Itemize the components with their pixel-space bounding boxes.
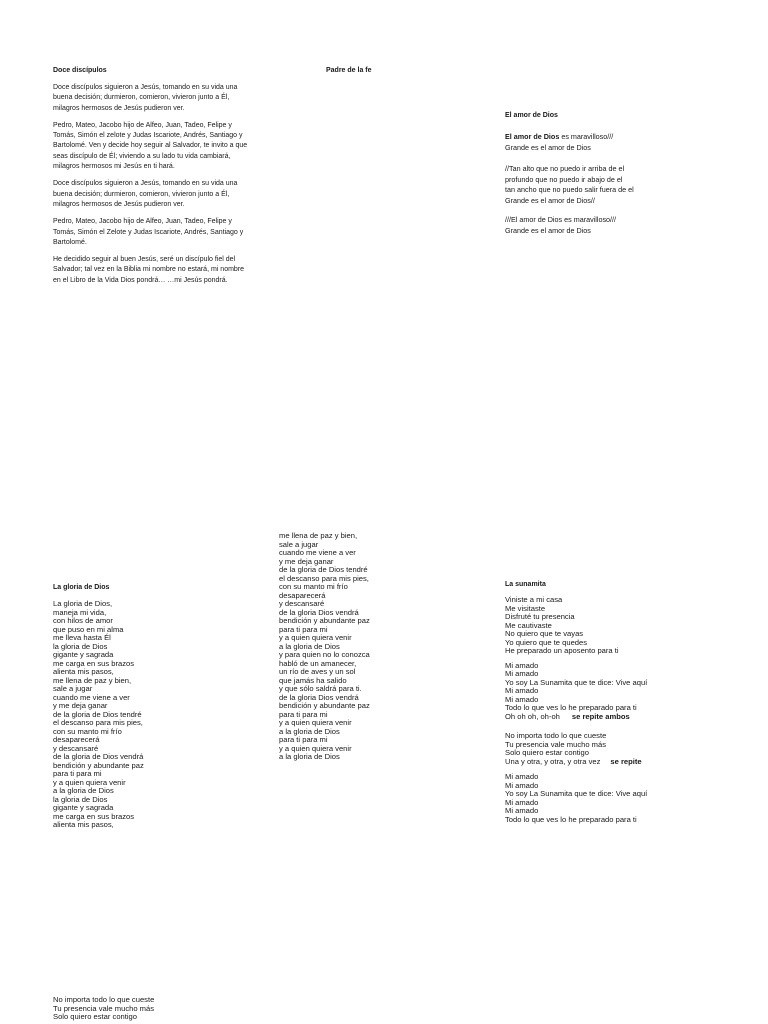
repeat-note: se repite ambos	[571, 711, 630, 721]
repeat-note: se repite	[610, 756, 642, 766]
song-paragraph: Pedro, Mateo, Jacobo hijo de Alfeo, Juan, Tadeo, Felipe y Tomás, Simón el Zelote y Judas Iscariote, Andrés, Santiago y Bartolomé.	[53, 218, 244, 246]
song-title: La sunamita	[505, 581, 546, 588]
song-title: El amor de Dios	[505, 112, 558, 119]
song-stanza	[505, 713, 705, 722]
song-stanza: Mi amado Mi amado Yo soy La Sunamita que te dice: Vive aquí Mi amado Mi amado Todo lo que ves lo he preparado para ti	[505, 772, 648, 824]
song-stanza: Viniste a mi casa Me visitaste Disfruté tu presencia Me cautivaste No quiero que te vayas Yo quiero que te quedes He preparado un aposento para ti	[505, 595, 619, 655]
song-padre-de-la-fe	[326, 66, 476, 75]
song-title: Doce discípulos	[53, 67, 107, 74]
song-el-amor-de-dios	[505, 111, 675, 236]
song-paragraph: Pedro, Mateo, Jacobo hijo de Alfeo, Juan, Tadeo, Felipe y Tomás, Simón el zelote y Judas Iscariote, Andrés, Santiago y Bartolomé. Ven y decide hoy seguir al Salvador, te invito a que seas discípulo de Él; viviendo a su lado tu vida cambiará, milagros hermosos mi Jesús en ti hará.	[53, 121, 248, 171]
song-stanza: ///El amor de Dios es maravilloso/// Grande es el amor de Dios	[505, 215, 617, 235]
song-stanza: //Tan alto que no puedo ir arriba de el profundo que no puedo ir abajo de el tan ancho que no puedo salir fuera de el Grande es el amor de Dios//	[505, 164, 634, 205]
song-la-gloria-de-dios	[53, 583, 213, 830]
song-footer-stanza	[53, 996, 253, 1022]
stanza-text: es maravilloso///	[559, 132, 614, 141]
song-paragraph: He decidido seguir al buen Jesús, seré un discípulo fiel del Salvador; tal vez en la Biblia mi nombre no estará, mi nombre en el Libro de la Vida Dios pondrá… …mi Jesús pondrá.	[53, 256, 245, 284]
song-stanza	[505, 758, 705, 767]
song-paragraph: Doce discípulos siguieron a Jesús, tomando en su vida una buena decisión; durmieron, comieron, vivieron junto a Él, milagros hermosos de Jesús pudieron ver.	[53, 84, 238, 112]
emphasis-text: El amor de Dios	[505, 132, 560, 141]
song-stanza: me llena de paz y bien, sale a jugar cuando me viene a ver y me deja ganar de la gloria de Dios tendré el descanso para mis pies, con su manto mi frío desaparecerá y descansaré de la gloria Dios vendrá bendición y abundante paz para ti para mi y a quien quiera venir a la gloria de Dios y para quien no lo conozca habló de un amanecer, un río de aves y un sol que jamás ha salido y que sólo saldrá para ti. de la gloria Dios vendrá bendición y abundante paz para ti para mi y a quien quiera venir a la gloria de Dios para ti para mi y a quien quiera venir a la gloria de Dios	[279, 531, 370, 761]
song-title: La gloria de Dios	[53, 584, 110, 591]
song-stanza: La gloria de Dios, maneja mi vida, con hilos de amor que puso en mi alma me lleva hasta Él la gloria de Dios gigante y sagrada me carga en sus brazos alienta mis pasos, me llena de paz y bien, sale a jugar cuando me viene a ver y me deja ganar de la gloria de Dios tendré el descanso para mis pies, con su manto mi frío desaparecerá y descansaré de la gloria de Dios vendrá bendición y abundante paz para ti para mi y a quien quiera venir a la gloria de Dios la gloria de Dios gigante y sagrada me carga en sus brazos alienta mis pasos,	[53, 599, 144, 829]
song-stanza: No importa todo lo que cueste Tu presencia vale mucho más Solo quiero estar contigo	[505, 731, 607, 757]
song-doce-discipulos	[53, 66, 253, 286]
song-title: Padre de la fe	[326, 67, 372, 74]
song-stanza	[505, 132, 675, 143]
song-paragraph: Doce discípulos siguieron a Jesús, tomando en su vida una buena decisión; durmieron, comieron, vivieron junto a Él, milagros hermosos de Jesús pudieron ver.	[53, 180, 238, 208]
song-stanza: No importa todo lo que cueste Tu presencia vale mucho más Solo quiero estar contigo	[53, 995, 155, 1021]
stanza-text: Oh oh oh, oh-oh	[505, 711, 560, 721]
song-la-gloria-de-dios-continued	[279, 532, 439, 762]
song-stanza: Mi amado Mi amado Yo soy La Sunamita que te dice: Vive aquí Mi amado Mi amado Todo lo que ves lo he preparado para ti	[505, 660, 648, 712]
song-la-sunamita	[505, 580, 705, 824]
song-stanza: Grande es el amor de Dios	[505, 142, 591, 152]
stanza-text: Una y otra, y otra, y otra vez	[505, 756, 601, 766]
